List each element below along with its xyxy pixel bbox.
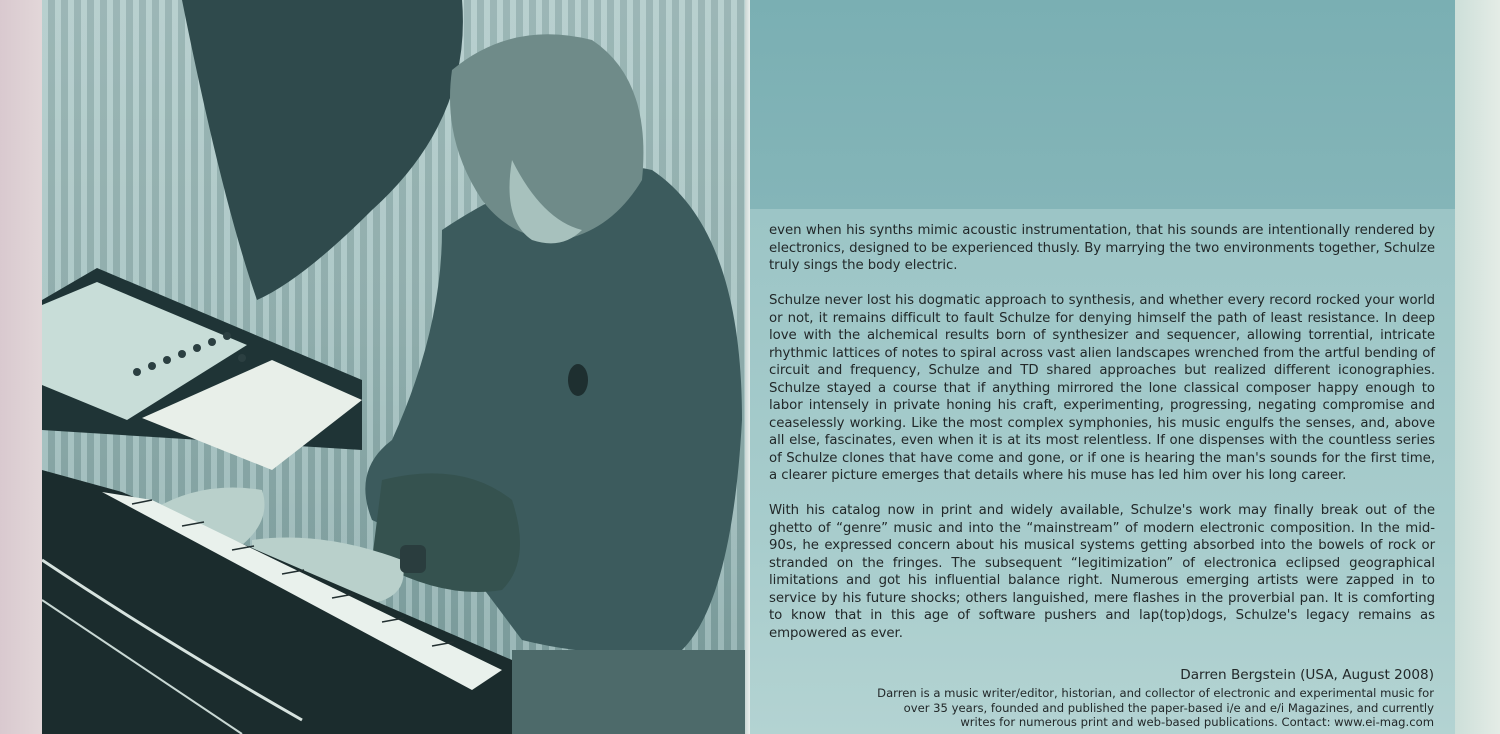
floor-shadow <box>512 650 750 734</box>
author-credit: Darren Bergstein (USA, August 2008) <box>1180 667 1434 683</box>
drape <box>182 0 463 300</box>
page-edge-strip <box>1455 0 1500 734</box>
teal-header-block <box>750 0 1455 209</box>
essay-paragraph-2: Schulze never lost his dogmatic approach to synthesis, and whether every record rocked your world or not, it remains difficult to fault Schulze for denying himself the path of least resistance. In deep love with the alchemical results born of synthesizer and sequencer, allowing torrential, intricate rhythmic lattices of notes to spiral across vast alien landscapes wrenched from the artful bending of circuit and frequency, Schulze and TD shared approaches but realized different iconographies. Schulze stayed a course that if anything mirrored the lone classical composer happy enough to labor intensely in private honing his craft, experimenting, progressing, negating compromise and ceaselessly working. Like the most complex symphonies, his music engulfs the senses, and, above all else, fascinates, even when it is at its most relentless. If one dispenses with the countless series of Schulze clones that have come and gone, or if one is hearing the man's sounds for the first time, a clearer picture emerges that details where his muse has led him over his long career. <box>769 293 1435 483</box>
essay-paragraph-3: With his catalog now in print and widely available, Schulze's work may finally break out of the ghetto of “genre” music and into the “mainstream” of modern electronic composition. In the mid-90s, he expressed concern about his musical systems getting absorbed into the bowels of rock or stranded on the fringes. The subsequent “legitimization” of electronica eclipsed geographical limitations and got his influential balance right. Numerous emerging artists were zapped in to service by his future shocks; others languished, mere flashes in the proverbial pan. It is comforting to know that in this age of software pushers and lap(top)dogs, Schulze's legacy remains as empowered as ever. <box>769 503 1435 641</box>
author-bio: Darren is a music writer/editor, historian, and collector of electronic and experimental music for over 35 years, founded and published the paper-based i/e and e/i Magazines, and currently writes for numerous print and web-based publications. Contact: www.ei-mag.com <box>877 686 1434 729</box>
musician-at-synthesizer-photo <box>42 0 750 734</box>
essay-text <box>769 222 1435 660</box>
watch <box>400 545 426 573</box>
pendant <box>568 364 588 396</box>
essay-paragraph-1: even when his synths mimic acoustic instrumentation, that his sounds are intentionally rendered by electronics, designed to be experienced thusly. By marrying the two environments together, Schulze truly sings the body electric. <box>769 223 1435 273</box>
photo-illustration <box>42 0 750 734</box>
